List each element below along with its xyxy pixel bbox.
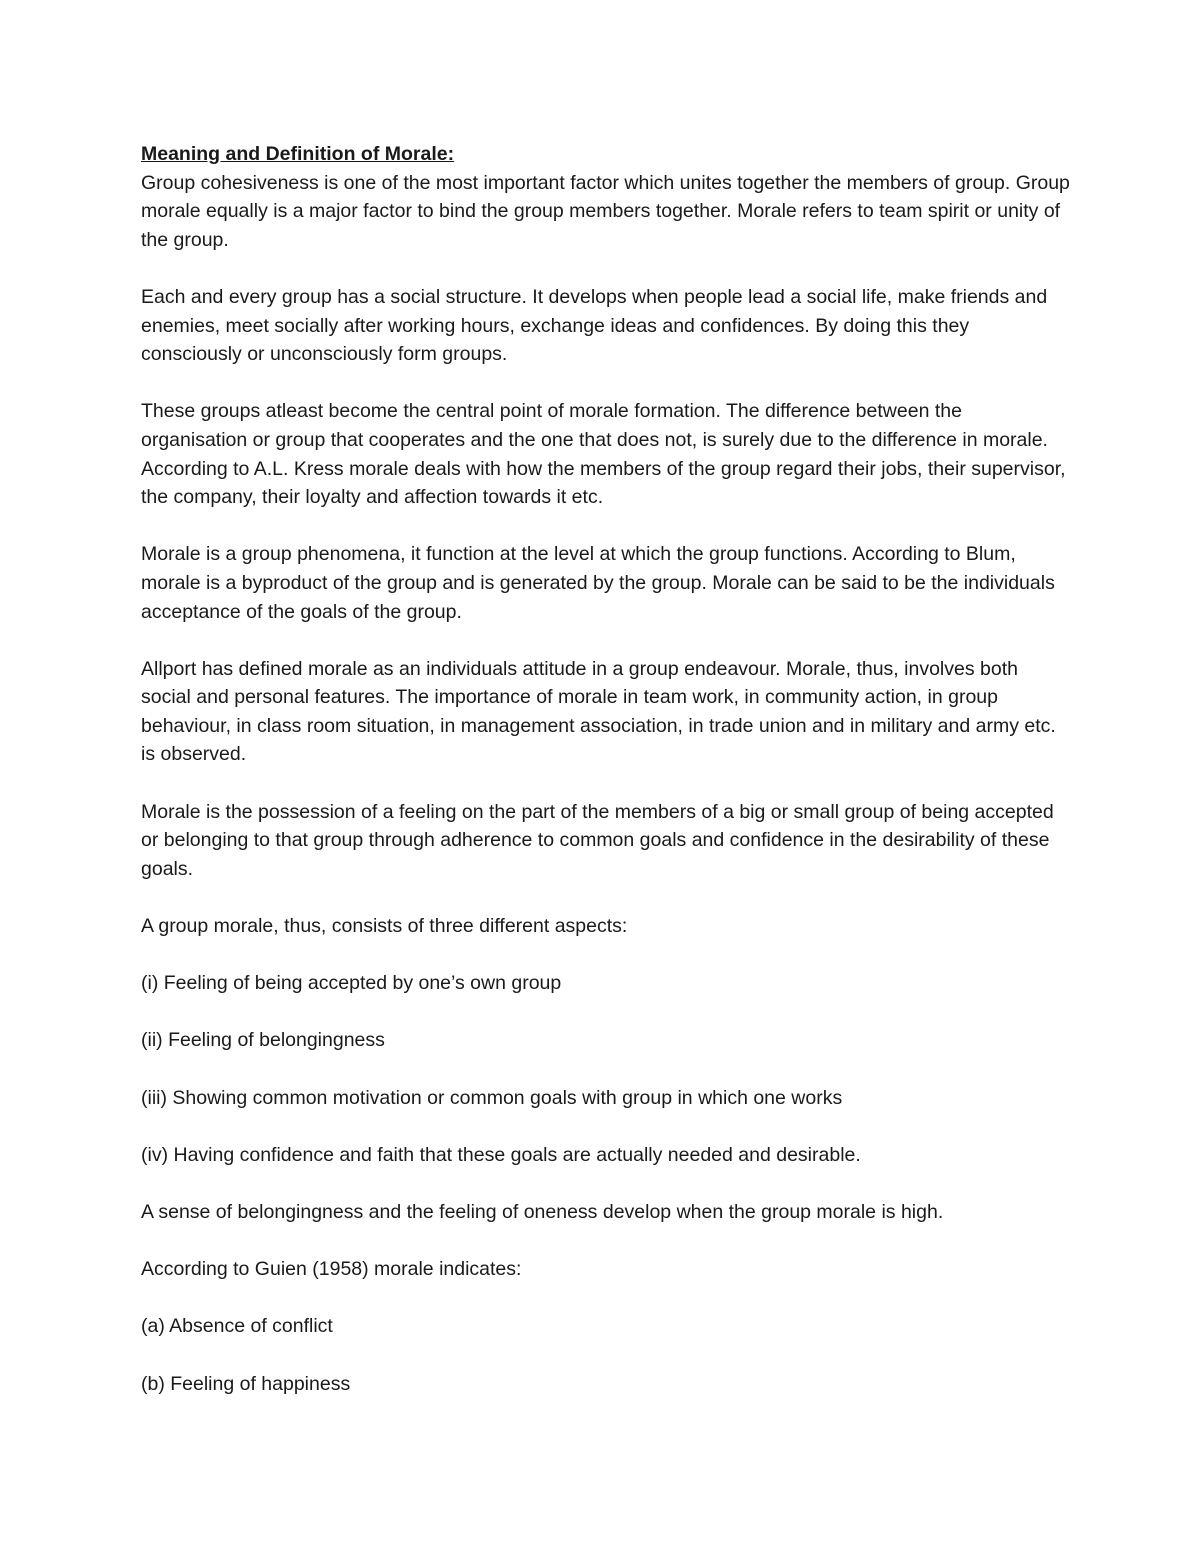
- paragraph-guien-intro: According to Guien (1958) morale indicates:: [141, 1258, 522, 1281]
- paragraph-morale-formation: These groups atleast become the central point of morale formation. The difference between the organisation or group that cooperates and the one that does not, is surely due to the difference in morale. According to A.L. Kress morale deals with how the members of the group regard their jobs, their supervisor, the company, their loyalty and affection towards it etc.: [141, 400, 1066, 509]
- paragraph-sense-of-belongingness: A sense of belongingness and the feeling of oneness develop when the group morale is high.: [141, 1200, 944, 1223]
- paragraph-allport-definition: Allport has defined morale as an individuals attitude in a group endeavour. Morale, thus, involves both social and personal features. The importance of morale in team work, in community action, in group behaviour, in class room situation, in management association, in trade union and in military and army etc. is observed.: [141, 657, 1056, 766]
- aspect-item-2: (ii) Feeling of belongingness: [141, 1029, 385, 1052]
- aspect-item-1: (i) Feeling of being accepted by one’s own group: [141, 972, 562, 995]
- section-heading: Meaning and Definition of Morale:: [141, 143, 455, 165]
- aspect-item-4: (iv) Having confidence and faith that these goals are actually needed and desirable.: [141, 1143, 861, 1166]
- aspect-item-3: (iii) Showing common motivation or common goals with group in which one works: [141, 1086, 843, 1109]
- paragraph-three-aspects: A group morale, thus, consists of three different aspects:: [141, 915, 628, 938]
- guien-item-a: (a) Absence of conflict: [141, 1315, 333, 1338]
- document-body: [141, 140, 1071, 1427]
- guien-item-b: (b) Feeling of happiness: [141, 1372, 351, 1395]
- paragraph-group-cohesiveness: Group cohesiveness is one of the most important factor which unites together the members of group. Group morale equally is a major factor to bind the group members together. Morale refers to team spirit or unity of the group.: [141, 171, 1070, 251]
- paragraph-social-structure: Each and every group has a social structure. It develops when people lead a social life, make friends and enemies, meet socially after working hours, exchange ideas and confidences. By doing this they consciously or unconsciously form groups.: [141, 285, 1048, 366]
- paragraph-group-phenomena: Morale is a group phenomena, it function at the level at which the group functions. According to Blum, morale is a byproduct of the group and is generated by the group. Morale can be said to be the individuals acceptance of the goals of the group.: [141, 543, 1055, 623]
- paragraph-possession-of-feeling: Morale is the possession of a feeling on the part of the members of a big or small group of being accepted or belonging to that group through adherence to common goals and confidence in the desirability of these goals.: [141, 800, 1054, 880]
